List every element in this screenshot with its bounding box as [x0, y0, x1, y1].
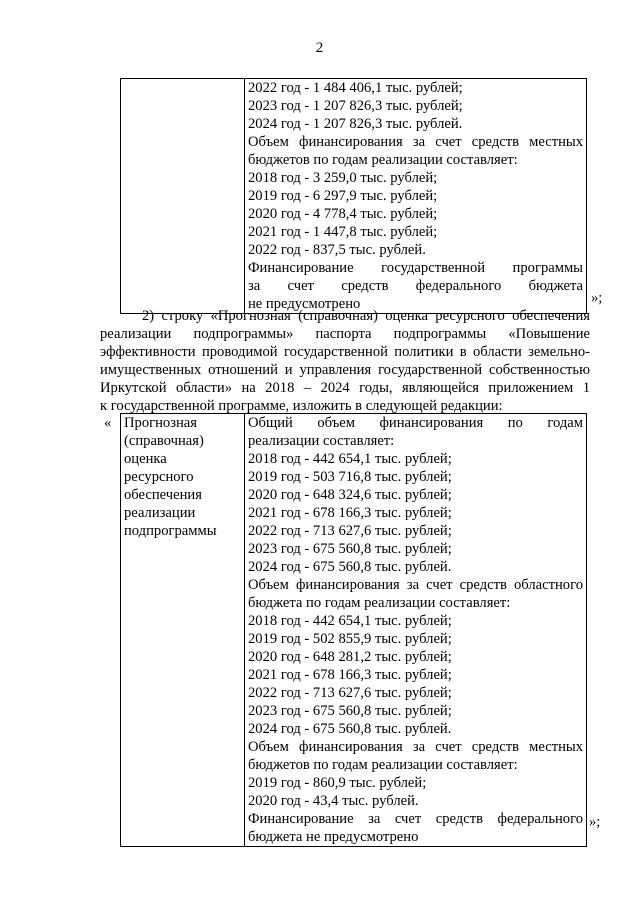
label-line: Прогнозная: [124, 415, 197, 431]
paragraph-line: к государственной программе, изложить в следующей редакции:: [100, 398, 503, 414]
table-row: [121, 79, 587, 314]
text-line: 2022 год - 713 627,6 тыс. рублей;: [248, 523, 452, 539]
table-cell-empty: [121, 79, 245, 314]
text-line: 2020 год - 43,4 тыс. рублей.: [248, 793, 419, 809]
closing-quote: »;: [591, 290, 603, 306]
label-line: ресурсного: [124, 469, 194, 485]
opening-quote: «: [104, 415, 112, 431]
paragraph-line: эффективности проводимой государственной политики в области земельно-: [100, 344, 590, 360]
table-cell-label: [121, 414, 245, 847]
funding-table-continued: [120, 78, 587, 314]
text-line: 2021 год - 678 166,3 тыс. рублей;: [248, 667, 452, 683]
table-cell-funding-text: [245, 414, 587, 847]
text-line: за счет средств федерального бюджета: [248, 278, 583, 294]
text-line: Объем финансирования за счет средств областного: [248, 577, 583, 593]
paragraph-line: реализации подпрограммы» паспорта подпрограммы «Повышение: [100, 326, 590, 342]
text-line: 2020 год - 4 778,4 тыс. рублей;: [248, 206, 438, 222]
label-line: (справочная): [124, 433, 204, 449]
text-line: 2023 год - 1 207 826,3 тыс. рублей;: [248, 98, 463, 114]
label-line: оценка: [124, 451, 167, 467]
resource-table: [120, 413, 587, 847]
text-line: 2023 год - 675 560,8 тыс. рублей;: [248, 703, 452, 719]
text-line: не предусмотрено: [248, 296, 361, 312]
text-line: 2019 год - 502 855,9 тыс. рублей;: [248, 631, 452, 647]
text-line: 2022 год - 837,5 тыс. рублей.: [248, 242, 426, 258]
text-line: 2024 год - 1 207 826,3 тыс. рублей.: [248, 116, 463, 132]
text-line: 2018 год - 442 654,1 тыс. рублей;: [248, 613, 452, 629]
text-line: 2020 год - 648 281,2 тыс. рублей;: [248, 649, 452, 665]
text-line: 2022 год - 1 484 406,1 тыс. рублей;: [248, 80, 463, 96]
text-line: 2023 год - 675 560,8 тыс. рублей;: [248, 541, 452, 557]
text-line: бюджета по годам реализации составляет:: [248, 595, 511, 611]
table-row: [121, 414, 587, 847]
text-line: 2021 год - 1 447,8 тыс. рублей;: [248, 224, 438, 240]
text-line: 2024 год - 675 560,8 тыс. рублей.: [248, 721, 452, 737]
text-line: Финансирование государственной программы: [248, 260, 583, 276]
text-line: Объем финансирования за счет средств местных: [248, 739, 583, 755]
text-line: 2019 год - 503 716,8 тыс. рублей;: [248, 469, 452, 485]
label-line: обеспечения: [124, 487, 202, 503]
paragraph-line: имущественных отношений и управления государственной собственностью: [100, 362, 590, 378]
paragraph-line: 2) строку «Прогнозная (справочная) оценка ресурсного обеспечения: [142, 308, 590, 324]
text-line: 2018 год - 3 259,0 тыс. рублей;: [248, 170, 438, 186]
text-line: 2020 год - 648 324,6 тыс. рублей;: [248, 487, 452, 503]
paragraph-line: Иркутской области» на 2018 – 2024 годы, являющейся приложением 1: [100, 380, 590, 396]
text-line: бюджета не предусмотрено: [248, 829, 419, 845]
closing-quote: »;: [589, 814, 601, 830]
text-line: 2021 год - 678 166,3 тыс. рублей;: [248, 505, 452, 521]
text-line: Объем финансирования за счет средств местных: [248, 134, 583, 150]
label-line: подпрограммы: [124, 523, 217, 539]
text-line: Финансирование за счет средств федерального: [248, 811, 583, 827]
amendment-paragraph: [100, 307, 590, 415]
text-line: бюджетов по годам реализации составляет:: [248, 757, 518, 773]
text-line: 2022 год - 713 627,6 тыс. рублей;: [248, 685, 452, 701]
table-cell-funding-text: [245, 79, 587, 314]
text-line: реализации составляет:: [248, 433, 395, 449]
page-number: 2: [315, 40, 324, 56]
text-line: 2019 год - 6 297,9 тыс. рублей;: [248, 188, 438, 204]
text-line: 2018 год - 442 654,1 тыс. рублей;: [248, 451, 452, 467]
text-line: Общий объем финансирования по годам: [248, 415, 583, 431]
text-line: 2019 год - 860,9 тыс. рублей;: [248, 775, 427, 791]
text-line: 2024 год - 675 560,8 тыс. рублей.: [248, 559, 452, 575]
label-line: реализации: [124, 505, 196, 521]
text-line: бюджетов по годам реализации составляет:: [248, 152, 518, 168]
